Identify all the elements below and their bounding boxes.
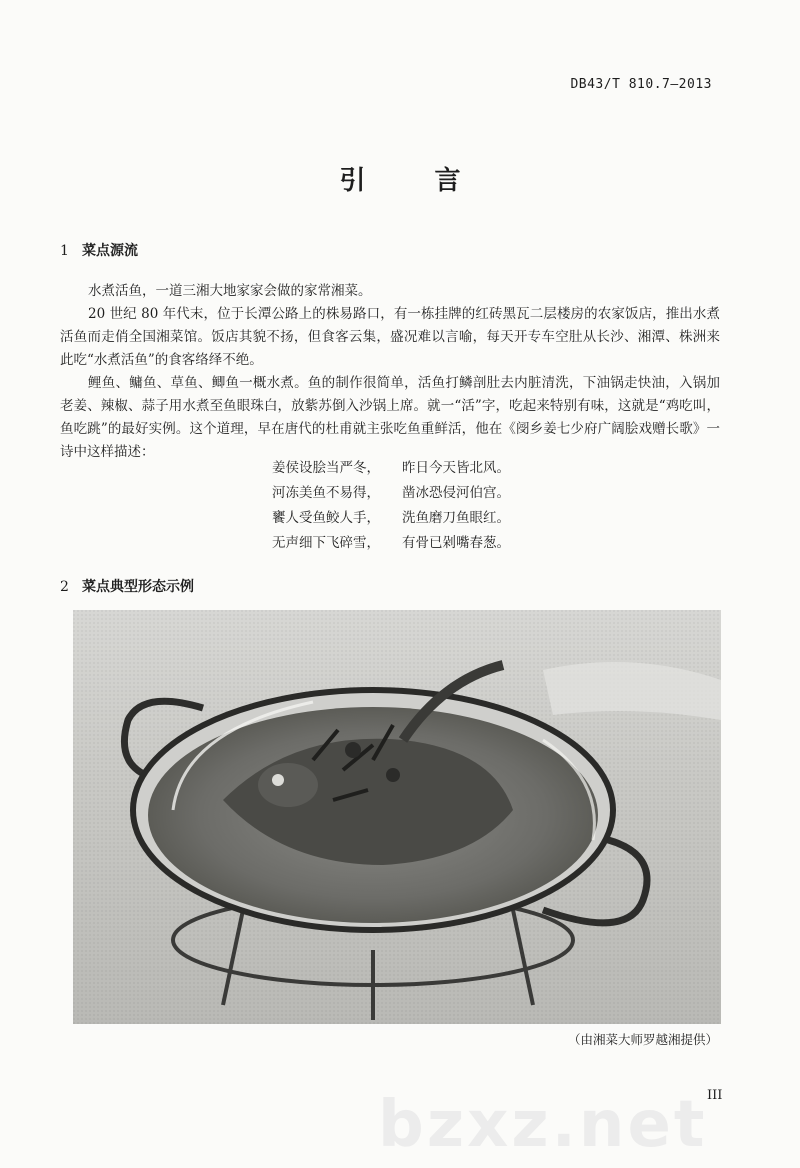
dish-photo [73,610,721,1024]
poem-verse-b: 凿冰恐侵河伯宫。 [402,485,510,501]
standard-number: DB43/T 810.7—2013 [570,77,712,92]
section-1-heading [60,240,138,260]
poem-line [272,506,510,531]
page-title: 引 言 [339,166,491,196]
poem-verse-a: 姜侯设脍当严冬， [272,460,380,476]
paragraph: 鲤鱼、鳙鱼、草鱼、鲫鱼一概水煮。鱼的制作很简单，活鱼打鳞剖肚去内脏清洗，下油锅走快油，入锅加老姜、辣椒、蒜子用水煮至鱼眼珠白，放紫苏倒入沙锅上席。就一“活”字，吃起来特别有味，这就是“鸡吃叫，鱼吃跳”的最好实例。这个道理，早在唐代的杜甫就主张吃鱼重鲜活，他在《阌乡姜七少府广阔脍戏赠长歌》一诗中这样描述： [60,375,720,460]
fish-pot-illustration [73,610,721,1024]
poem-verse-b: 洗鱼磨刀鱼眼红。 [402,510,510,526]
poem-verse-a: 饔人受鱼鲛人手， [272,510,380,526]
poem [272,456,510,556]
poem-line [272,456,510,481]
poem-verse-b: 有骨已剁嘴春葱。 [402,535,510,551]
section-1-number: 1 [60,243,69,259]
paragraph: 20 世纪 80 年代末，位于长潭公路上的株易路口，有一栋挂牌的红砖黑瓦二层楼房的农家饭店，推出水煮活鱼而走俏全国湘菜馆。饭店其貌不扬，但食客云集，盛况难以言喻，每天开专车空肚从长沙、湘潭、株洲来此吃“水煮活鱼”的食客络绎不绝。 [60,306,720,368]
section-2-heading [60,576,194,596]
poem-verse-a: 河冻美鱼不易得， [272,485,380,501]
section-1-title: 菜点源流 [82,243,138,259]
poem-verse-b: 昨日今天皆北风。 [402,460,510,476]
poem-line [272,531,510,556]
section-2-title: 菜点典型形态示例 [82,579,194,595]
page-number: III [707,1088,723,1103]
poem-line [272,481,510,506]
poem-verse-a: 无声细下飞碎雪， [272,535,380,551]
paragraph: 水煮活鱼，一道三湘大地家家会做的家常湘菜。 [88,283,372,299]
section-2-number: 2 [60,579,69,595]
section-1-body [60,280,720,464]
photo-caption: （由湘菜大师罗越湘提供） [567,1032,718,1047]
watermark: bzxz.net [378,1088,708,1162]
